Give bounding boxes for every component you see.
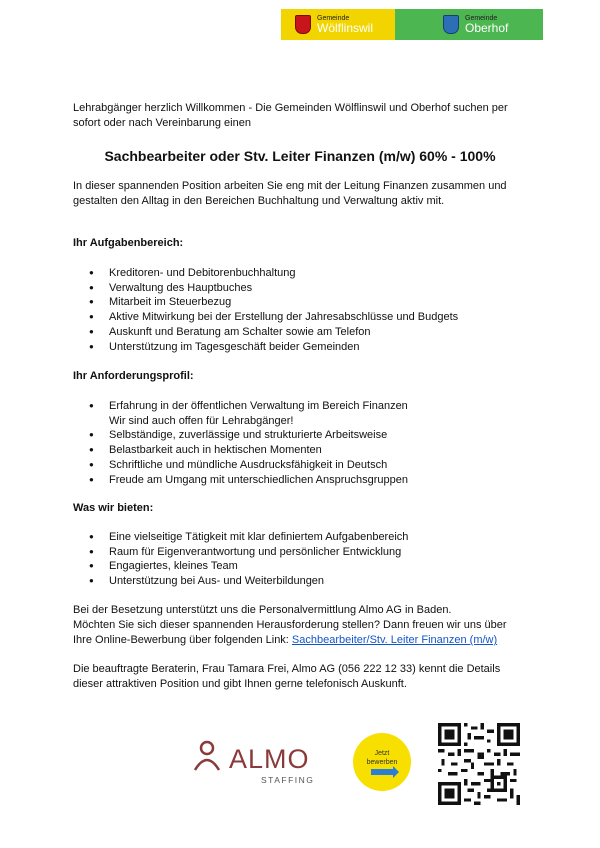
list-item-continuation: Wir sind auch offen für Lehrabgänger! <box>109 414 294 427</box>
almo-staffing-logo <box>193 740 323 786</box>
offer-heading: Was wir bieten: <box>73 502 154 514</box>
list-item: ● Schriftliche und mündliche Ausdrucksfähigkeit in Deutsch <box>73 458 408 473</box>
woelflinswil-crest-icon <box>295 15 311 34</box>
closing-line-2: Möchten Sie sich dieser spannenden Herausforderung stellen? Dann freuen wir uns über Ihre Online-Bewerbung über folgenden Link: Sachbearbeiter/Stv. Leiter Finanzen (m/w) <box>73 619 507 646</box>
list-item: ● Verwaltung des Hauptbuches <box>73 281 458 296</box>
list-item: ● Unterstützung im Tagesgeschäft beider Gemeinden <box>73 340 458 355</box>
oberhof-name: Oberhof <box>465 21 509 35</box>
badge-line-2: bewerben <box>366 759 398 766</box>
municipality-header <box>281 9 543 40</box>
offer-list <box>73 530 408 589</box>
contact-text: Die beauftragte Beraterin, Frau Tamara Frei, Almo AG (056 222 12 33) kennt die Details dieser attraktiven Position und gibt Ihnen gerne telefonisch Auskunft. <box>73 663 501 690</box>
oberhof-label: Gemeinde <box>465 15 498 22</box>
list-item: ● Kreditoren- und Debitorenbuchhaltung <box>73 266 458 281</box>
woelflinswil-label: Gemeinde <box>317 15 350 22</box>
almo-subtitle: STAFFING <box>261 775 315 785</box>
list-item: ● Engagiertes, kleines Team <box>73 559 408 574</box>
job-title: Sachbearbeiter oder Stv. Leiter Finanzen (m/w) 60% - 100% <box>104 148 496 164</box>
arrow-right-icon <box>371 769 393 775</box>
closing-line-1: Bei der Besetzung unterstützt uns die Personalvermittlung Almo AG in Baden. <box>73 604 452 616</box>
almo-person-icon <box>193 740 323 786</box>
woelflinswil-name: Wölflinswil <box>317 21 374 35</box>
oberhof-crest-icon <box>443 15 459 34</box>
closing-paragraph <box>73 603 528 648</box>
intro-text: Lehrabgänger herzlich Willkommen - Die Gemeinden Wölflinswil und Oberhof suchen per sofort oder nach Vereinbarung einen <box>73 102 508 129</box>
application-link[interactable]: Sachbearbeiter/Stv. Leiter Finanzen (m/w) <box>291 634 498 646</box>
requirements-list <box>73 399 408 487</box>
list-item: ● Erfahrung in der öffentlichen Verwaltung im Bereich Finanzen <box>73 399 408 414</box>
list-item: ● Mitarbeit im Steuerbezug <box>73 295 458 310</box>
list-item: ● Auskunft und Beratung am Schalter sowie am Telefon <box>73 325 458 340</box>
tasks-list <box>73 266 458 354</box>
apply-now-badge[interactable] <box>353 733 411 791</box>
qr-code[interactable] <box>438 723 520 805</box>
almo-wordmark: ALMO <box>229 744 310 774</box>
list-item: ● Freude am Umgang mit unterschiedlichen Anspruchsgruppen <box>73 473 408 488</box>
badge-line-1: Jetzt <box>374 750 390 757</box>
oberhof-banner <box>395 9 543 40</box>
list-item: ● Eine vielseitige Tätigkeit mit klar definiertem Aufgabenbereich <box>73 530 408 545</box>
woelflinswil-banner <box>281 9 395 40</box>
list-item: ● Selbständige, zuverlässige und strukturierte Arbeitsweise <box>73 428 408 443</box>
requirements-heading: Ihr Anforderungsprofil: <box>73 370 194 382</box>
list-item: ● Unterstützung bei Aus- und Weiterbildungen <box>73 574 408 589</box>
list-item: ● Raum für Eigenverantwortung und persönlicher Entwicklung <box>73 545 408 560</box>
list-item: ● Aktive Mitwirkung bei der Erstellung der Jahresabschlüsse und Budgets <box>73 310 458 325</box>
tasks-heading: Ihr Aufgabenbereich: <box>73 237 184 249</box>
list-item: ● Belastbarkeit auch in hektischen Momenten <box>73 443 408 458</box>
description-text: In dieser spannenden Position arbeiten Sie eng mit der Leitung Finanzen zusammen und gestalten den Alltag in den Bereichen Buchhaltung und Verwaltung aktiv mit. <box>73 180 507 207</box>
